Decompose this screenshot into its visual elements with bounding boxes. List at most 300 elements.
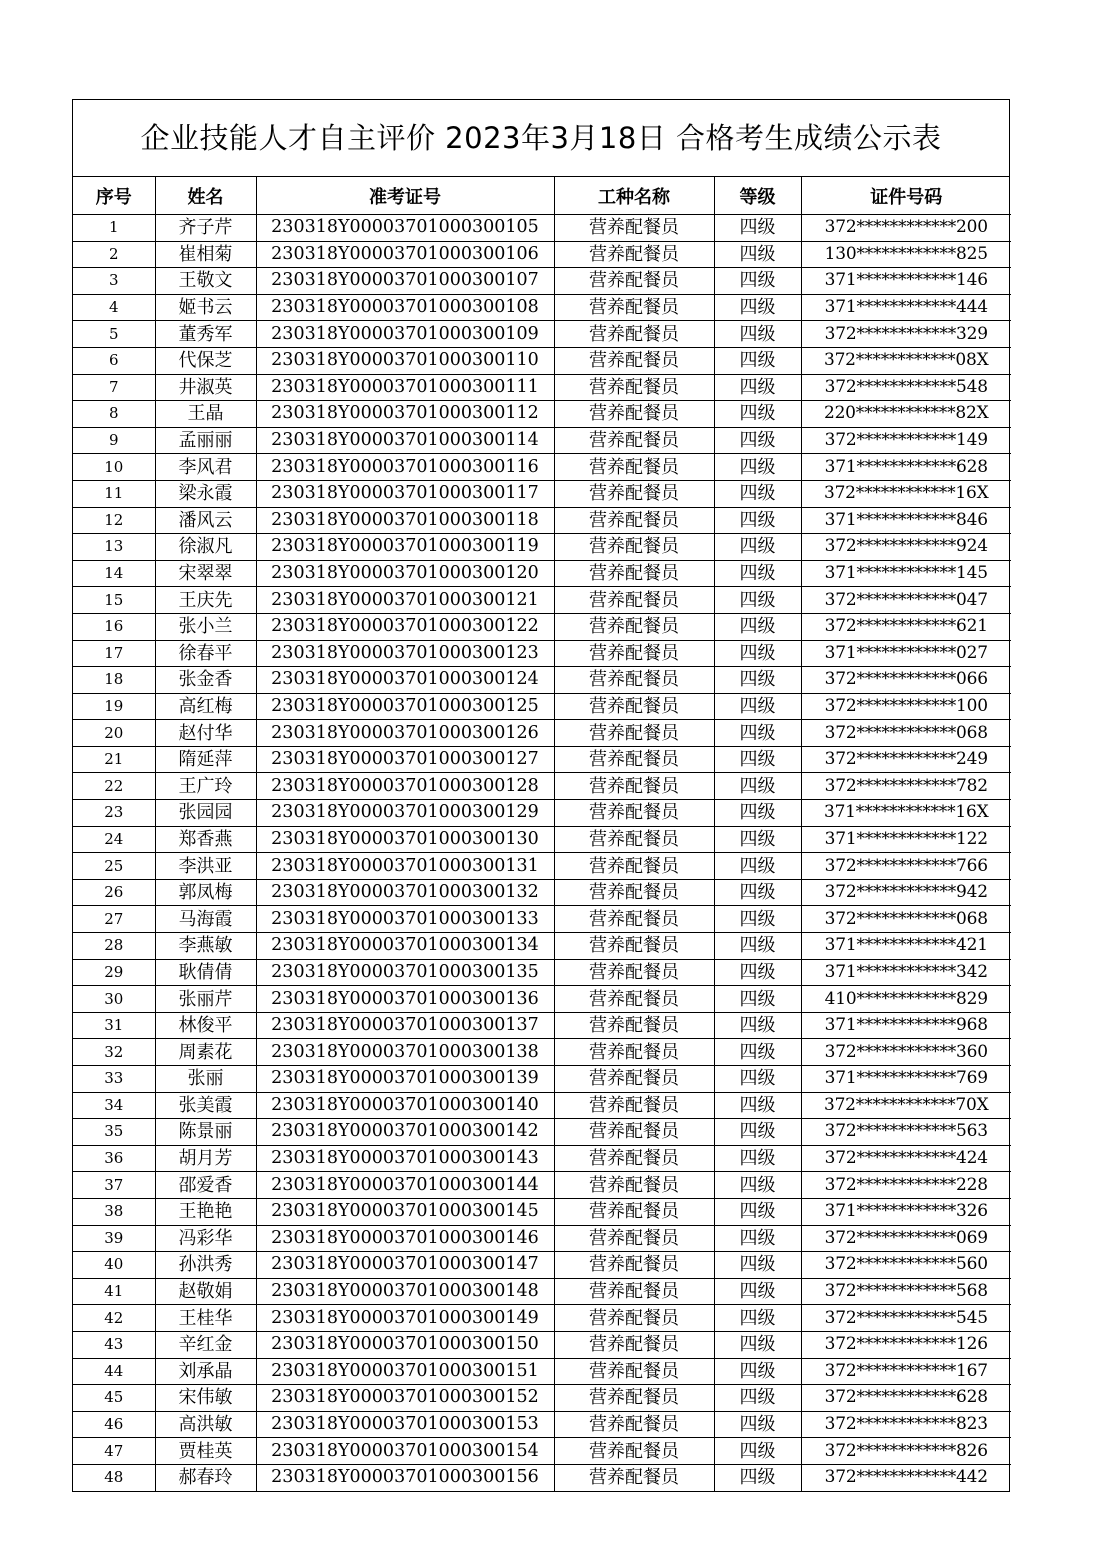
cell-exam-id: 230318Y00003701000300150 bbox=[256, 1331, 554, 1358]
cell-cert-number: 372************942 bbox=[801, 879, 1011, 906]
cell-name: 陈景丽 bbox=[155, 1119, 256, 1146]
cell-job-type: 营养配餐员 bbox=[554, 1252, 714, 1279]
table-row bbox=[73, 879, 1011, 906]
column-header-cert-number: 证件号码 bbox=[801, 177, 1011, 215]
cell-level: 四级 bbox=[714, 241, 801, 268]
cell-seq: 14 bbox=[73, 560, 155, 587]
cell-name: 井淑英 bbox=[155, 374, 256, 401]
results-sheet bbox=[72, 99, 1010, 1492]
cell-cert-number: 372************100 bbox=[801, 693, 1011, 720]
cell-level: 四级 bbox=[714, 1331, 801, 1358]
table-row bbox=[73, 268, 1011, 295]
cell-level: 四级 bbox=[714, 294, 801, 321]
cell-level: 四级 bbox=[714, 746, 801, 773]
cell-exam-id: 230318Y00003701000300124 bbox=[256, 667, 554, 694]
cell-exam-id: 230318Y00003701000300148 bbox=[256, 1278, 554, 1305]
cell-name: 郑香燕 bbox=[155, 826, 256, 853]
table-row bbox=[73, 1012, 1011, 1039]
cell-level: 四级 bbox=[714, 879, 801, 906]
cell-seq: 20 bbox=[73, 720, 155, 747]
cell-exam-id: 230318Y00003701000300125 bbox=[256, 693, 554, 720]
cell-cert-number: 372************08X bbox=[801, 347, 1011, 374]
cell-level: 四级 bbox=[714, 986, 801, 1013]
cell-job-type: 营养配餐员 bbox=[554, 1278, 714, 1305]
cell-job-type: 营养配餐员 bbox=[554, 507, 714, 534]
column-header-exam-id: 准考证号 bbox=[256, 177, 554, 215]
cell-seq: 36 bbox=[73, 1145, 155, 1172]
cell-level: 四级 bbox=[714, 215, 801, 242]
cell-name: 邵爱香 bbox=[155, 1172, 256, 1199]
table-row bbox=[73, 986, 1011, 1013]
cell-cert-number: 220************82X bbox=[801, 401, 1011, 428]
cell-name: 宋翠翠 bbox=[155, 560, 256, 587]
cell-job-type: 营养配餐员 bbox=[554, 879, 714, 906]
cell-name: 徐春平 bbox=[155, 640, 256, 667]
cell-job-type: 营养配餐员 bbox=[554, 1305, 714, 1332]
cell-seq: 42 bbox=[73, 1305, 155, 1332]
cell-job-type: 营养配餐员 bbox=[554, 667, 714, 694]
cell-seq: 41 bbox=[73, 1278, 155, 1305]
cell-cert-number: 372************782 bbox=[801, 773, 1011, 800]
table-row bbox=[73, 215, 1011, 242]
cell-cert-number: 372************545 bbox=[801, 1305, 1011, 1332]
cell-level: 四级 bbox=[714, 321, 801, 348]
column-header-seq: 序号 bbox=[73, 177, 155, 215]
cell-cert-number: 410************829 bbox=[801, 986, 1011, 1013]
cell-seq: 33 bbox=[73, 1066, 155, 1093]
cell-name: 王庆先 bbox=[155, 587, 256, 614]
cell-level: 四级 bbox=[714, 1358, 801, 1385]
table-row bbox=[73, 587, 1011, 614]
cell-job-type: 营养配餐员 bbox=[554, 640, 714, 667]
table-row bbox=[73, 746, 1011, 773]
cell-level: 四级 bbox=[714, 933, 801, 960]
table-row bbox=[73, 1145, 1011, 1172]
table-row bbox=[73, 1066, 1011, 1093]
cell-seq: 43 bbox=[73, 1331, 155, 1358]
cell-job-type: 营养配餐员 bbox=[554, 1411, 714, 1438]
cell-name: 隋延萍 bbox=[155, 746, 256, 773]
cell-seq: 13 bbox=[73, 534, 155, 561]
cell-seq: 5 bbox=[73, 321, 155, 348]
cell-cert-number: 371************326 bbox=[801, 1198, 1011, 1225]
cell-job-type: 营养配餐员 bbox=[554, 1198, 714, 1225]
cell-cert-number: 372************70X bbox=[801, 1092, 1011, 1119]
cell-job-type: 营养配餐员 bbox=[554, 1039, 714, 1066]
table-row bbox=[73, 427, 1011, 454]
cell-exam-id: 230318Y00003701000300128 bbox=[256, 773, 554, 800]
cell-level: 四级 bbox=[714, 1145, 801, 1172]
table-row bbox=[73, 1172, 1011, 1199]
cell-cert-number: 372************628 bbox=[801, 1385, 1011, 1412]
table-row bbox=[73, 374, 1011, 401]
cell-job-type: 营养配餐员 bbox=[554, 613, 714, 640]
cell-job-type: 营养配餐员 bbox=[554, 720, 714, 747]
cell-name: 李洪亚 bbox=[155, 853, 256, 880]
cell-exam-id: 230318Y00003701000300127 bbox=[256, 746, 554, 773]
cell-name: 崔相菊 bbox=[155, 241, 256, 268]
table-row bbox=[73, 1331, 1011, 1358]
cell-cert-number: 372************249 bbox=[801, 746, 1011, 773]
cell-seq: 22 bbox=[73, 773, 155, 800]
cell-seq: 1 bbox=[73, 215, 155, 242]
cell-exam-id: 230318Y00003701000300136 bbox=[256, 986, 554, 1013]
cell-seq: 47 bbox=[73, 1438, 155, 1465]
cell-seq: 34 bbox=[73, 1092, 155, 1119]
cell-cert-number: 372************069 bbox=[801, 1225, 1011, 1252]
cell-job-type: 营养配餐员 bbox=[554, 1385, 714, 1412]
cell-name: 高洪敏 bbox=[155, 1411, 256, 1438]
cell-name: 耿倩倩 bbox=[155, 959, 256, 986]
cell-exam-id: 230318Y00003701000300138 bbox=[256, 1039, 554, 1066]
cell-level: 四级 bbox=[714, 268, 801, 295]
cell-level: 四级 bbox=[714, 427, 801, 454]
cell-job-type: 营养配餐员 bbox=[554, 959, 714, 986]
cell-level: 四级 bbox=[714, 587, 801, 614]
cell-cert-number: 372************360 bbox=[801, 1039, 1011, 1066]
cell-name: 马海霞 bbox=[155, 906, 256, 933]
cell-job-type: 营养配餐员 bbox=[554, 374, 714, 401]
table-row bbox=[73, 1385, 1011, 1412]
cell-exam-id: 230318Y00003701000300119 bbox=[256, 534, 554, 561]
cell-exam-id: 230318Y00003701000300116 bbox=[256, 454, 554, 481]
cell-level: 四级 bbox=[714, 1411, 801, 1438]
cell-exam-id: 230318Y00003701000300111 bbox=[256, 374, 554, 401]
cell-cert-number: 372************126 bbox=[801, 1331, 1011, 1358]
cell-job-type: 营养配餐员 bbox=[554, 933, 714, 960]
cell-job-type: 营养配餐员 bbox=[554, 1012, 714, 1039]
cell-cert-number: 371************421 bbox=[801, 933, 1011, 960]
cell-level: 四级 bbox=[714, 1464, 801, 1490]
cell-level: 四级 bbox=[714, 1438, 801, 1465]
cell-level: 四级 bbox=[714, 1092, 801, 1119]
cell-exam-id: 230318Y00003701000300140 bbox=[256, 1092, 554, 1119]
cell-name: 刘承晶 bbox=[155, 1358, 256, 1385]
cell-cert-number: 372************066 bbox=[801, 667, 1011, 694]
cell-exam-id: 230318Y00003701000300139 bbox=[256, 1066, 554, 1093]
cell-seq: 30 bbox=[73, 986, 155, 1013]
cell-cert-number: 371************027 bbox=[801, 640, 1011, 667]
table-row bbox=[73, 347, 1011, 374]
cell-job-type: 营养配餐员 bbox=[554, 454, 714, 481]
cell-cert-number: 372************826 bbox=[801, 1438, 1011, 1465]
cell-exam-id: 230318Y00003701000300105 bbox=[256, 215, 554, 242]
cell-cert-number: 372************047 bbox=[801, 587, 1011, 614]
cell-job-type: 营养配餐员 bbox=[554, 401, 714, 428]
cell-level: 四级 bbox=[714, 454, 801, 481]
cell-job-type: 营养配餐员 bbox=[554, 906, 714, 933]
cell-cert-number: 372************766 bbox=[801, 853, 1011, 880]
cell-level: 四级 bbox=[714, 667, 801, 694]
header-row bbox=[73, 177, 1011, 215]
table-row bbox=[73, 640, 1011, 667]
cell-level: 四级 bbox=[714, 347, 801, 374]
cell-cert-number: 371************146 bbox=[801, 268, 1011, 295]
table-row bbox=[73, 480, 1011, 507]
cell-name: 张丽芹 bbox=[155, 986, 256, 1013]
cell-exam-id: 230318Y00003701000300132 bbox=[256, 879, 554, 906]
cell-cert-number: 372************563 bbox=[801, 1119, 1011, 1146]
cell-exam-id: 230318Y00003701000300137 bbox=[256, 1012, 554, 1039]
table-row bbox=[73, 906, 1011, 933]
cell-job-type: 营养配餐员 bbox=[554, 853, 714, 880]
cell-exam-id: 230318Y00003701000300121 bbox=[256, 587, 554, 614]
cell-job-type: 营养配餐员 bbox=[554, 1066, 714, 1093]
cell-level: 四级 bbox=[714, 374, 801, 401]
cell-name: 潘风云 bbox=[155, 507, 256, 534]
cell-name: 宋伟敏 bbox=[155, 1385, 256, 1412]
table-row bbox=[73, 826, 1011, 853]
cell-name: 贾桂英 bbox=[155, 1438, 256, 1465]
cell-seq: 40 bbox=[73, 1252, 155, 1279]
cell-cert-number: 372************228 bbox=[801, 1172, 1011, 1199]
cell-name: 张丽 bbox=[155, 1066, 256, 1093]
cell-seq: 38 bbox=[73, 1198, 155, 1225]
cell-exam-id: 230318Y00003701000300109 bbox=[256, 321, 554, 348]
cell-job-type: 营养配餐员 bbox=[554, 1119, 714, 1146]
cell-exam-id: 230318Y00003701000300142 bbox=[256, 1119, 554, 1146]
cell-name: 齐子芹 bbox=[155, 215, 256, 242]
cell-level: 四级 bbox=[714, 1385, 801, 1412]
table-row bbox=[73, 1092, 1011, 1119]
cell-name: 赵付华 bbox=[155, 720, 256, 747]
cell-level: 四级 bbox=[714, 507, 801, 534]
cell-cert-number: 372************560 bbox=[801, 1252, 1011, 1279]
cell-exam-id: 230318Y00003701000300117 bbox=[256, 480, 554, 507]
column-header-level: 等级 bbox=[714, 177, 801, 215]
column-header-name: 姓名 bbox=[155, 177, 256, 215]
cell-name: 张美霞 bbox=[155, 1092, 256, 1119]
cell-level: 四级 bbox=[714, 959, 801, 986]
cell-name: 王晶 bbox=[155, 401, 256, 428]
cell-level: 四级 bbox=[714, 1119, 801, 1146]
table-row bbox=[73, 853, 1011, 880]
cell-level: 四级 bbox=[714, 720, 801, 747]
cell-level: 四级 bbox=[714, 1012, 801, 1039]
cell-level: 四级 bbox=[714, 1172, 801, 1199]
cell-seq: 31 bbox=[73, 1012, 155, 1039]
cell-job-type: 营养配餐员 bbox=[554, 480, 714, 507]
cell-job-type: 营养配餐员 bbox=[554, 986, 714, 1013]
cell-seq: 39 bbox=[73, 1225, 155, 1252]
cell-job-type: 营养配餐员 bbox=[554, 1092, 714, 1119]
cell-cert-number: 371************122 bbox=[801, 826, 1011, 853]
cell-seq: 15 bbox=[73, 587, 155, 614]
cell-seq: 46 bbox=[73, 1411, 155, 1438]
cell-cert-number: 372************068 bbox=[801, 720, 1011, 747]
cell-name: 孟丽丽 bbox=[155, 427, 256, 454]
cell-name: 董秀军 bbox=[155, 321, 256, 348]
table-row bbox=[73, 1119, 1011, 1146]
cell-seq: 37 bbox=[73, 1172, 155, 1199]
cell-cert-number: 372************621 bbox=[801, 613, 1011, 640]
cell-name: 王敬文 bbox=[155, 268, 256, 295]
cell-seq: 17 bbox=[73, 640, 155, 667]
table-row bbox=[73, 613, 1011, 640]
cell-cert-number: 372************167 bbox=[801, 1358, 1011, 1385]
cell-name: 林俊平 bbox=[155, 1012, 256, 1039]
cell-exam-id: 230318Y00003701000300114 bbox=[256, 427, 554, 454]
cell-cert-number: 372************200 bbox=[801, 215, 1011, 242]
cell-exam-id: 230318Y00003701000300110 bbox=[256, 347, 554, 374]
cell-exam-id: 230318Y00003701000300118 bbox=[256, 507, 554, 534]
cell-exam-id: 230318Y00003701000300154 bbox=[256, 1438, 554, 1465]
cell-cert-number: 371************846 bbox=[801, 507, 1011, 534]
cell-level: 四级 bbox=[714, 693, 801, 720]
cell-exam-id: 230318Y00003701000300122 bbox=[256, 613, 554, 640]
cell-job-type: 营养配餐员 bbox=[554, 746, 714, 773]
cell-exam-id: 230318Y00003701000300153 bbox=[256, 1411, 554, 1438]
cell-seq: 18 bbox=[73, 667, 155, 694]
cell-seq: 24 bbox=[73, 826, 155, 853]
table-row bbox=[73, 1252, 1011, 1279]
cell-name: 王广玲 bbox=[155, 773, 256, 800]
cell-cert-number: 371************769 bbox=[801, 1066, 1011, 1093]
results-table bbox=[73, 177, 1011, 1491]
cell-job-type: 营养配餐员 bbox=[554, 321, 714, 348]
cell-level: 四级 bbox=[714, 1198, 801, 1225]
column-header-job-type: 工种名称 bbox=[554, 177, 714, 215]
cell-seq: 4 bbox=[73, 294, 155, 321]
cell-seq: 11 bbox=[73, 480, 155, 507]
table-row bbox=[73, 1358, 1011, 1385]
cell-cert-number: 372************16X bbox=[801, 480, 1011, 507]
cell-job-type: 营养配餐员 bbox=[554, 1331, 714, 1358]
cell-job-type: 营养配餐员 bbox=[554, 1438, 714, 1465]
cell-job-type: 营养配餐员 bbox=[554, 826, 714, 853]
cell-level: 四级 bbox=[714, 480, 801, 507]
table-row bbox=[73, 294, 1011, 321]
cell-seq: 21 bbox=[73, 746, 155, 773]
cell-level: 四级 bbox=[714, 1305, 801, 1332]
table-row bbox=[73, 560, 1011, 587]
cell-job-type: 营养配餐员 bbox=[554, 560, 714, 587]
table-row bbox=[73, 667, 1011, 694]
cell-level: 四级 bbox=[714, 401, 801, 428]
table-row bbox=[73, 401, 1011, 428]
cell-level: 四级 bbox=[714, 1225, 801, 1252]
cell-exam-id: 230318Y00003701000300107 bbox=[256, 268, 554, 295]
cell-exam-id: 230318Y00003701000300145 bbox=[256, 1198, 554, 1225]
cell-name: 王艳艳 bbox=[155, 1198, 256, 1225]
cell-name: 郝春玲 bbox=[155, 1464, 256, 1490]
cell-cert-number: 371************145 bbox=[801, 560, 1011, 587]
cell-cert-number: 372************924 bbox=[801, 534, 1011, 561]
cell-job-type: 营养配餐员 bbox=[554, 215, 714, 242]
cell-job-type: 营养配餐员 bbox=[554, 693, 714, 720]
table-row bbox=[73, 800, 1011, 827]
cell-seq: 9 bbox=[73, 427, 155, 454]
cell-job-type: 营养配餐员 bbox=[554, 427, 714, 454]
cell-exam-id: 230318Y00003701000300144 bbox=[256, 1172, 554, 1199]
cell-seq: 28 bbox=[73, 933, 155, 960]
cell-cert-number: 372************424 bbox=[801, 1145, 1011, 1172]
cell-job-type: 营养配餐员 bbox=[554, 1145, 714, 1172]
cell-exam-id: 230318Y00003701000300129 bbox=[256, 800, 554, 827]
cell-seq: 29 bbox=[73, 959, 155, 986]
cell-exam-id: 230318Y00003701000300126 bbox=[256, 720, 554, 747]
cell-seq: 25 bbox=[73, 853, 155, 880]
cell-seq: 12 bbox=[73, 507, 155, 534]
cell-exam-id: 230318Y00003701000300149 bbox=[256, 1305, 554, 1332]
cell-seq: 23 bbox=[73, 800, 155, 827]
cell-level: 四级 bbox=[714, 1066, 801, 1093]
cell-level: 四级 bbox=[714, 640, 801, 667]
table-row bbox=[73, 1278, 1011, 1305]
cell-seq: 3 bbox=[73, 268, 155, 295]
cell-level: 四级 bbox=[714, 1278, 801, 1305]
cell-job-type: 营养配餐员 bbox=[554, 268, 714, 295]
table-body bbox=[73, 215, 1011, 1491]
cell-cert-number: 371************342 bbox=[801, 959, 1011, 986]
cell-level: 四级 bbox=[714, 826, 801, 853]
cell-name: 徐淑凡 bbox=[155, 534, 256, 561]
cell-exam-id: 230318Y00003701000300130 bbox=[256, 826, 554, 853]
cell-seq: 27 bbox=[73, 906, 155, 933]
table-row bbox=[73, 1464, 1011, 1490]
cell-exam-id: 230318Y00003701000300123 bbox=[256, 640, 554, 667]
cell-name: 张园园 bbox=[155, 800, 256, 827]
cell-job-type: 营养配餐员 bbox=[554, 1464, 714, 1490]
cell-exam-id: 230318Y00003701000300143 bbox=[256, 1145, 554, 1172]
cell-cert-number: 372************329 bbox=[801, 321, 1011, 348]
cell-job-type: 营养配餐员 bbox=[554, 1358, 714, 1385]
table-row bbox=[73, 1198, 1011, 1225]
cell-exam-id: 230318Y00003701000300134 bbox=[256, 933, 554, 960]
cell-exam-id: 230318Y00003701000300112 bbox=[256, 401, 554, 428]
cell-exam-id: 230318Y00003701000300147 bbox=[256, 1252, 554, 1279]
cell-job-type: 营养配餐员 bbox=[554, 587, 714, 614]
cell-level: 四级 bbox=[714, 906, 801, 933]
table-row bbox=[73, 454, 1011, 481]
cell-seq: 8 bbox=[73, 401, 155, 428]
table-row bbox=[73, 1438, 1011, 1465]
table-row bbox=[73, 241, 1011, 268]
cell-seq: 48 bbox=[73, 1464, 155, 1490]
cell-cert-number: 372************823 bbox=[801, 1411, 1011, 1438]
table-row bbox=[73, 1039, 1011, 1066]
cell-name: 梁永霞 bbox=[155, 480, 256, 507]
cell-cert-number: 372************442 bbox=[801, 1464, 1011, 1490]
table-row bbox=[73, 693, 1011, 720]
cell-seq: 45 bbox=[73, 1385, 155, 1412]
cell-job-type: 营养配餐员 bbox=[554, 294, 714, 321]
cell-name: 周素花 bbox=[155, 1039, 256, 1066]
cell-seq: 32 bbox=[73, 1039, 155, 1066]
cell-level: 四级 bbox=[714, 773, 801, 800]
cell-seq: 26 bbox=[73, 879, 155, 906]
cell-seq: 44 bbox=[73, 1358, 155, 1385]
cell-cert-number: 371************16X bbox=[801, 800, 1011, 827]
cell-job-type: 营养配餐员 bbox=[554, 800, 714, 827]
cell-seq: 19 bbox=[73, 693, 155, 720]
table-row bbox=[73, 321, 1011, 348]
cell-seq: 35 bbox=[73, 1119, 155, 1146]
cell-exam-id: 230318Y00003701000300120 bbox=[256, 560, 554, 587]
cell-name: 王桂华 bbox=[155, 1305, 256, 1332]
cell-job-type: 营养配餐员 bbox=[554, 1225, 714, 1252]
cell-seq: 6 bbox=[73, 347, 155, 374]
cell-name: 辛红金 bbox=[155, 1331, 256, 1358]
table-row bbox=[73, 1225, 1011, 1252]
cell-name: 李风君 bbox=[155, 454, 256, 481]
cell-exam-id: 230318Y00003701000300151 bbox=[256, 1358, 554, 1385]
cell-cert-number: 372************548 bbox=[801, 374, 1011, 401]
cell-cert-number: 371************444 bbox=[801, 294, 1011, 321]
table-row bbox=[73, 720, 1011, 747]
cell-level: 四级 bbox=[714, 800, 801, 827]
cell-seq: 16 bbox=[73, 613, 155, 640]
